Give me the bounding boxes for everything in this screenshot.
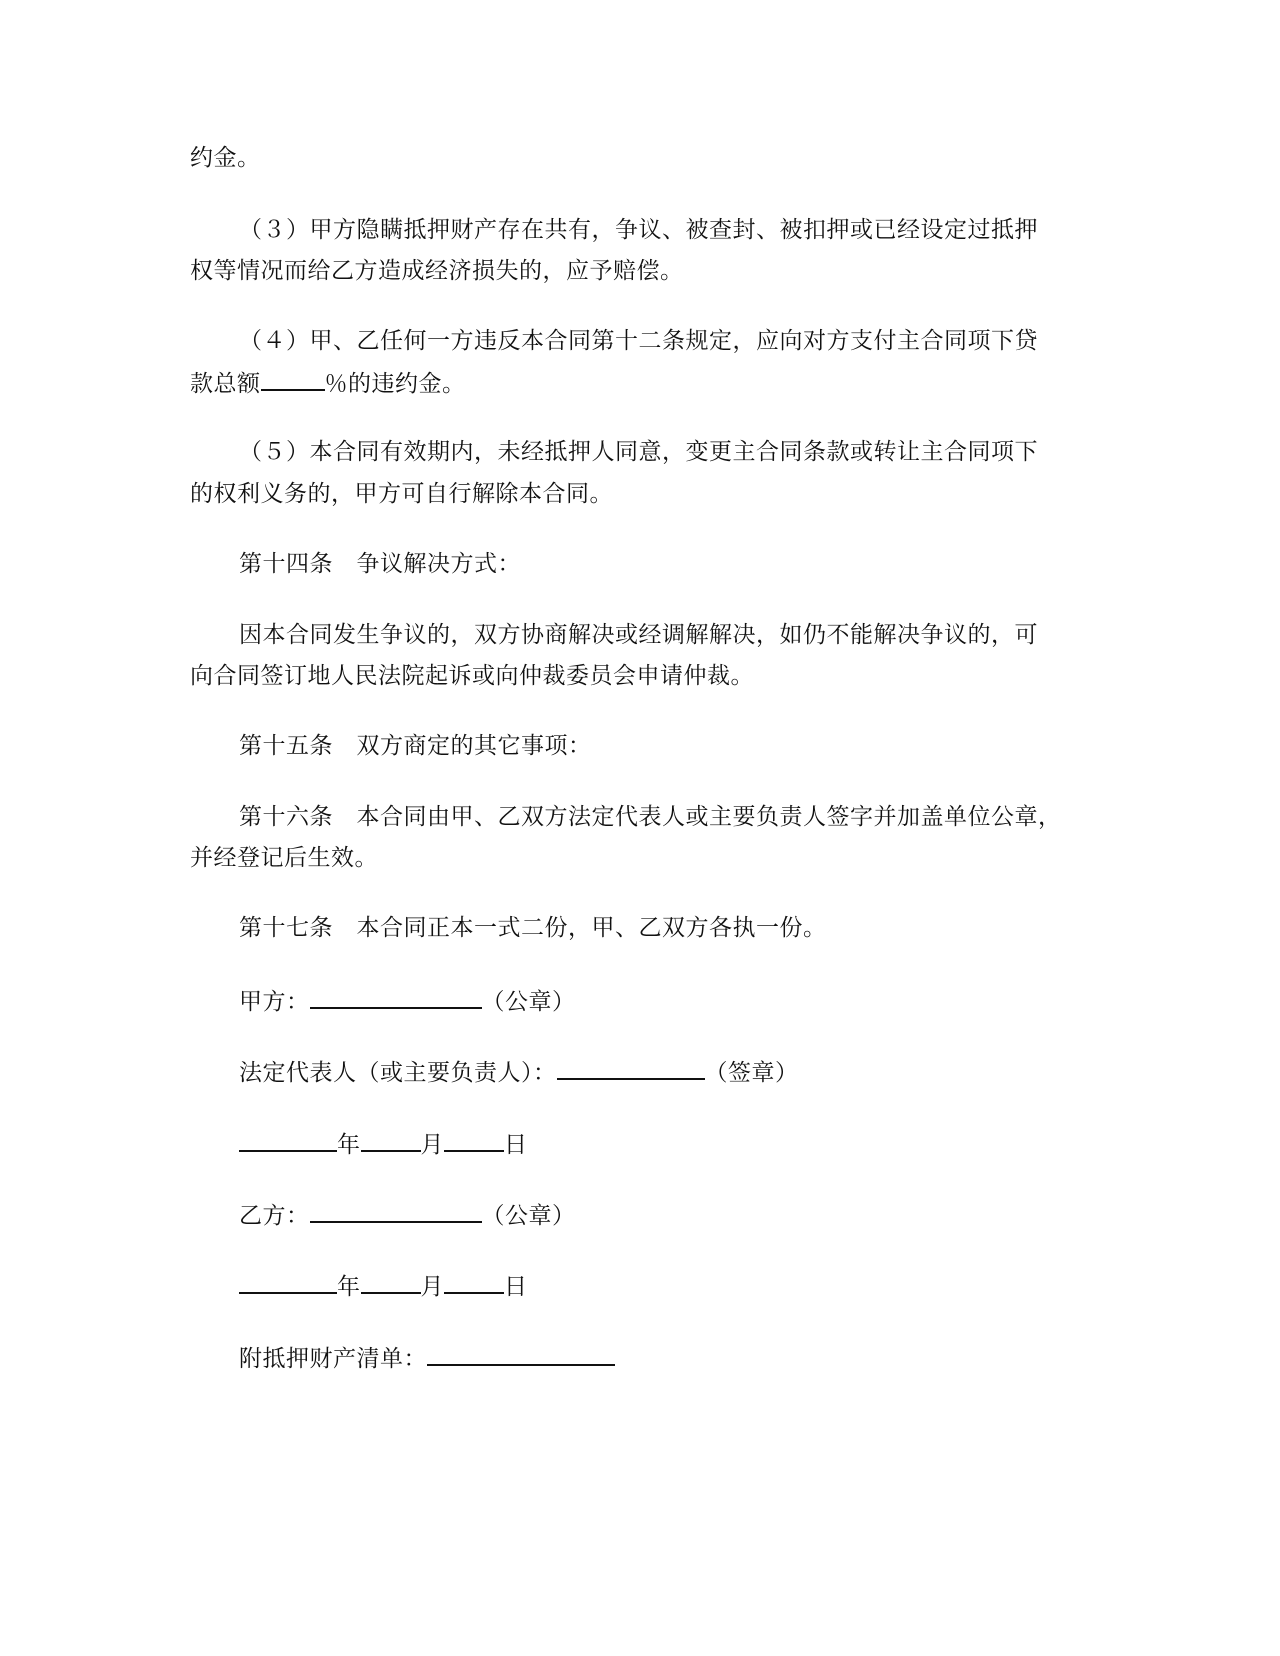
clause-4-line-2 xyxy=(190,367,466,399)
day-label: 日 xyxy=(504,1274,528,1300)
year-label: 年 xyxy=(337,1132,361,1158)
article-14-line-2: 向合同签订地人民法院起诉或向仲裁委员会申请仲裁。 xyxy=(190,663,754,689)
clause-5-line-2: 的权利义务的，甲方可自行解除本合同。 xyxy=(190,481,613,507)
party-b-label: 乙方： xyxy=(239,1203,310,1229)
month-blank[interactable] xyxy=(361,1128,421,1152)
clause-3-line-1: （３）甲方隐瞒抵押财产存在共有，争议、被查封、被扣押或已经设定过抵押 xyxy=(239,217,1038,243)
attachment-label: 附抵押财产清单： xyxy=(239,1346,427,1372)
clause-3-line-2: 权等情况而给乙方造成经济损失的，应予赔偿。 xyxy=(190,258,684,284)
attachment-row xyxy=(239,1342,615,1374)
sign-label: （签章） xyxy=(704,1060,799,1086)
day-blank[interactable] xyxy=(444,1128,504,1152)
clause-4-text-b: ％的违约金。 xyxy=(324,371,466,397)
representative-row xyxy=(239,1056,799,1088)
date-row-a xyxy=(239,1128,528,1160)
article-16-line-2: 并经登记后生效。 xyxy=(190,845,378,871)
clause-5-line-1: （５）本合同有效期内，未经抵押人同意，变更主合同条款或转让主合同项下 xyxy=(239,439,1038,465)
seal-label: （公章） xyxy=(481,989,576,1015)
representative-blank[interactable] xyxy=(557,1056,705,1080)
attachment-blank[interactable] xyxy=(427,1342,615,1366)
representative-label: 法定代表人（或主要负责人）： xyxy=(239,1060,557,1086)
percent-blank[interactable] xyxy=(261,367,325,391)
clause-4-line-1: （４）甲、乙任何一方违反本合同第十二条规定，应向对方支付主合同项下贷 xyxy=(239,328,1038,354)
party-a-row xyxy=(239,985,576,1017)
article-17: 第十七条 本合同正本一式二份，甲、乙双方各执一份。 xyxy=(239,915,827,941)
month-label: 月 xyxy=(420,1132,444,1158)
paragraph-text: 约金。 xyxy=(190,145,261,171)
article-15-heading: 第十五条 双方商定的其它事项： xyxy=(239,733,592,759)
clause-4-text-a: 款总额 xyxy=(190,371,261,397)
year-blank[interactable] xyxy=(239,1270,337,1294)
year-label: 年 xyxy=(337,1274,361,1300)
party-a-name-blank[interactable] xyxy=(310,985,482,1009)
year-blank[interactable] xyxy=(239,1128,337,1152)
day-label: 日 xyxy=(504,1132,528,1158)
article-14-line-1: 因本合同发生争议的，双方协商解决或经调解解决，如仍不能解决争议的，可 xyxy=(239,622,1038,648)
date-row-b xyxy=(239,1270,528,1302)
day-blank[interactable] xyxy=(444,1270,504,1294)
article-16-line-1: 第十六条 本合同由甲、乙双方法定代表人或主要负责人签字并加盖单位公章， xyxy=(239,804,1062,830)
party-b-name-blank[interactable] xyxy=(310,1199,482,1223)
party-a-label: 甲方： xyxy=(239,989,310,1015)
article-14-heading: 第十四条 争议解决方式： xyxy=(239,551,521,577)
month-label: 月 xyxy=(420,1274,444,1300)
month-blank[interactable] xyxy=(361,1270,421,1294)
seal-label: （公章） xyxy=(481,1203,576,1229)
party-b-row xyxy=(239,1199,576,1231)
